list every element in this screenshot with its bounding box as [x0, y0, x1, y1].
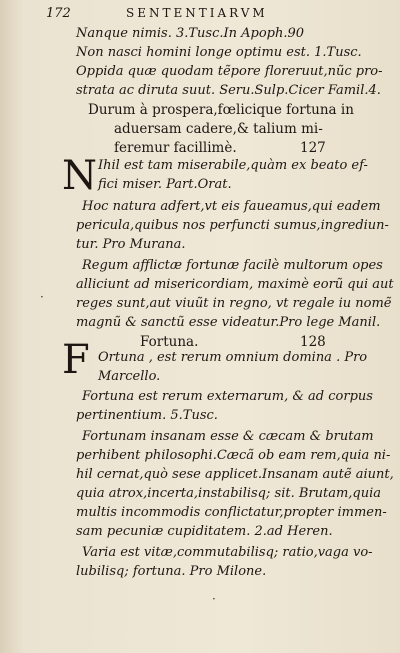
section-number: 128: [300, 334, 326, 350]
text-line: lubilisq; fortuna. Pro Milone.: [76, 564, 267, 579]
section-heading: Fortuna.: [140, 334, 199, 350]
text-line: tur. Pro Murana.: [76, 237, 186, 252]
section-number: 127: [300, 140, 326, 156]
margin-mark: ·: [40, 290, 44, 304]
text-line: Non nasci homini longe optimu est. 1.Tusc.: [76, 45, 362, 60]
text-line: alliciunt ad misericordiam, maximè eorũ qui aut: [76, 277, 394, 292]
drop-capital: F: [62, 337, 90, 383]
text-line: strata ac diruta suut. Seru.Sulp.Cicer Famil.4.: [76, 83, 381, 98]
text-line: Fortunam insanam esse & cæcam & brutam: [82, 429, 374, 444]
margin-mark: ·: [212, 592, 216, 606]
drop-capital: N: [62, 153, 97, 199]
page-header: [46, 6, 374, 24]
section-heading: feremur facillimè.: [114, 140, 237, 156]
text-line: fici miser. Part.Orat.: [98, 177, 232, 192]
text-line: quia atrox,incerta,instabilisq; sit. Brutam,quia: [76, 486, 382, 501]
text-line: pertinentium. 5.Tusc.: [76, 408, 218, 423]
text-line: Marcello.: [98, 369, 161, 384]
text-line: Hoc natura adfert,vt eis faueamus,qui eadem: [82, 199, 381, 214]
section-heading: aduersam cadere,& talium mi-: [114, 121, 323, 137]
text-line: hil cernat,quò sese applicet.Insanam autẽ aiunt,: [76, 467, 394, 482]
text-line: Varia est vitæ,commutabilisq; ratio,vaga vo-: [82, 545, 373, 560]
text-line: reges sunt,aut viuũt in regno, vt regale iu nomẽ: [76, 296, 392, 311]
text-line: Nanque nimis. 3.Tusc.In Apoph.90: [76, 26, 305, 41]
text-line: magnũ & sanctũ esse videatur.Pro lege Manil.: [76, 315, 381, 330]
text-line: Ihil est tam miserabile,quàm ex beato ef-: [98, 158, 368, 173]
text-line: Regum afflictæ fortunæ facilè multorum opes: [82, 258, 383, 273]
running-title: SENTENTIARVM: [126, 6, 268, 20]
text-line: sam pecuniæ cupiditatem. 2.ad Heren.: [76, 524, 333, 539]
page-number: 172: [46, 6, 71, 21]
text-line: Fortuna est rerum externarum, & ad corpus: [82, 389, 373, 404]
text-line: Oppida quæ quodam tẽpore floreruut,nũc pro-: [76, 64, 383, 79]
section-heading: Durum à prospera,fœlicique fortuna in: [88, 102, 354, 118]
text-line: multis incommodis conflictatur,propter immen-: [76, 505, 387, 520]
text-line: perhibent philosophi.Cæcã ob eam rem,quia ni-: [76, 448, 391, 463]
text-line: Ortuna , est rerum omnium domina . Pro: [98, 350, 368, 365]
text-line: pericula,quibus nos perfuncti sumus,ingrediun-: [76, 218, 389, 233]
